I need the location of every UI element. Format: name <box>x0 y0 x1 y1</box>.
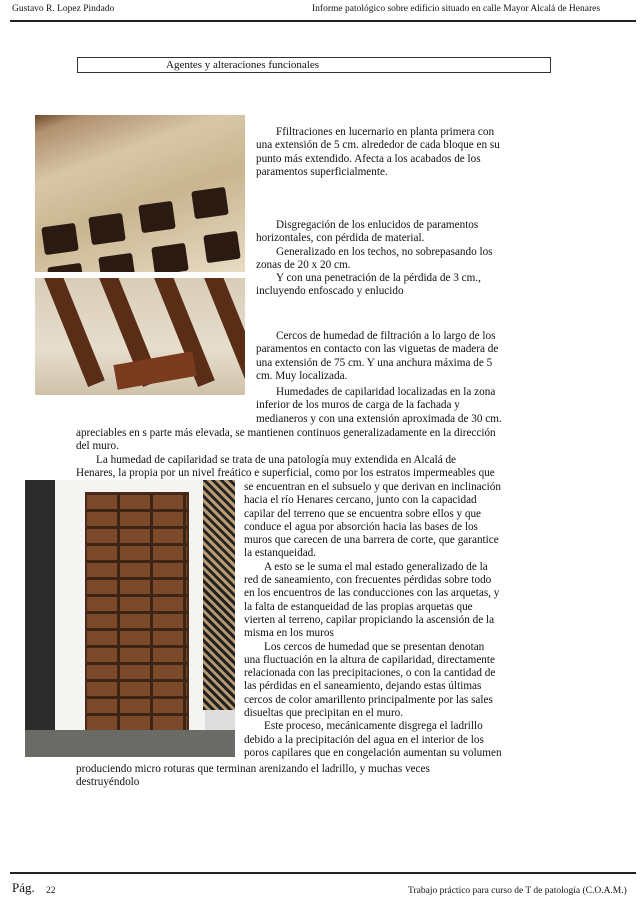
text-line: del muro. <box>76 440 119 453</box>
text-line: misma en los muros <box>244 627 334 640</box>
text-line: muros que carecen de una barrera de corte, que garantice <box>244 534 499 547</box>
paragraph-skylight-leaks <box>256 126 500 179</box>
text-line: debido a la precipitación del agua en el interior de los <box>244 733 484 746</box>
text-line: se encuentran en el subsuelo y que derivan en inclinación <box>244 481 501 493</box>
text-line: una fluctuación en la altura de capilaridad, directamente <box>244 653 495 666</box>
paragraph-plaster-disintegration <box>256 219 493 299</box>
text-line: las pérdidas en el saneamiento, dejando estas últimas <box>244 680 482 693</box>
text-line: incluyendo enfoscado y enlucido <box>256 285 404 298</box>
text-line: La humedad de capilaridad se trata de una patología muy extendida en Alcalá de <box>96 453 457 466</box>
text-line: Este proceso, mecánicamente disgrega el ladrillo <box>264 720 483 733</box>
text-line: poros capilares que en congelación aumentan su volumen <box>244 746 502 759</box>
text-line: la falta de estanqueidad de las propias arquetas que <box>244 600 473 613</box>
text-line: apreciables en s parte más elevada, se mantienen continuos generalizadamente en la dirección <box>76 427 496 439</box>
text-line: vierten al terreno, capilar propiciando la ascensión de la <box>244 613 495 626</box>
text-line: una extensión de 5 cm. alrededor de cada bloque en su <box>256 139 500 152</box>
text-line: disueltas que precipitan en el muro. <box>244 707 404 720</box>
text-line: Y con una penetración de la pérdida de 3 cm., <box>276 272 481 285</box>
text-line: paramentos en contacto con las viguetas de madera de <box>256 343 499 356</box>
text-line: Ffiltraciones en lucernario en planta primera con <box>276 126 495 138</box>
section-title: Agentes y alteraciones funcionales <box>166 59 320 71</box>
text-line: conduce el agua por absorción hacia las bases de los <box>244 520 478 533</box>
paragraph-capillary-damp <box>256 386 502 426</box>
text-line: Generalizado en los techos, no sobrepasando los <box>276 245 493 258</box>
text-line: zonas de 20 x 20 cm. <box>256 258 351 271</box>
header-author: Gustavo R. Lopez Pindado <box>12 4 115 14</box>
text-line: produciendo micro roturas que terminan arenizando el ladrillo, y muchas veces <box>76 763 430 775</box>
text-line: destruyéndolo <box>76 776 140 789</box>
paragraph-conclusion <box>76 763 430 790</box>
text-line: horizontales, con pérdida de material. <box>256 232 425 245</box>
text-line: relacionada con las precipitaciones, o con la cantidad de <box>244 667 496 680</box>
text-line: capilar del terreno que se encuentra sobre ellos y que <box>244 507 482 520</box>
text-line: cm. Muy localizada. <box>256 369 348 382</box>
text-line: punto más extendido. Afecta a los acabados de los <box>256 152 481 165</box>
text-line: una extensión de 75 cm. Y una anchura máxima de 5 <box>256 356 493 369</box>
text-line: Los cercos de humedad que se presentan denotan <box>264 640 485 653</box>
text-line: hacia el río Henares cercano, junto con la capacidad <box>244 494 477 507</box>
text-line: A esto se le suma el mal estado generalizado de la <box>264 560 488 573</box>
photo-wooden-door <box>25 480 235 757</box>
photo-wooden-joists <box>35 278 245 395</box>
text-line: Henares, la propia por un nivel freático e superficial, como por los estratos impermeables que <box>76 466 495 479</box>
text-line: medianeros y con una extensión aproximada de 30 cm. <box>256 412 502 425</box>
text-line: Humedades de capilaridad localizadas en la zona <box>276 386 496 398</box>
footer-rule <box>10 872 636 874</box>
paragraph-capillary-continued <box>76 427 496 480</box>
text-line: paramentos superficialmente. <box>256 165 388 178</box>
text-line: en los encuentros de las conducciones con las arquetas, y <box>244 587 500 600</box>
paragraph-capillary-causes <box>244 481 502 760</box>
text-line: la estanqueidad. <box>244 547 317 560</box>
text-line: red de saneamiento, con frecuentes pérdidas sobre todo <box>244 574 492 587</box>
text-line: inferior de los muros de carga de la fachada y <box>256 399 460 412</box>
page-label: Pág. <box>12 880 35 895</box>
paragraph-filtration-rings <box>256 330 498 383</box>
header-report-title: Informe patológico sobre edificio situado en calle Mayor Alcalá de Henares <box>312 4 601 14</box>
photo-skylight-leak <box>35 115 245 272</box>
text-line: cercos de color amarillento principalmente por las sales <box>244 693 493 706</box>
page-number: 22 <box>46 886 56 896</box>
text-line: Disgregación de los enlucidos de paramentos <box>276 219 479 231</box>
section-title-box <box>77 57 551 73</box>
text-line: Cercos de humedad de filtración a lo largo de los <box>276 330 496 342</box>
header-rule <box>10 20 636 22</box>
footer-course: Trabajo práctico para curso de T de patología (C.O.A.M.) <box>408 886 627 896</box>
